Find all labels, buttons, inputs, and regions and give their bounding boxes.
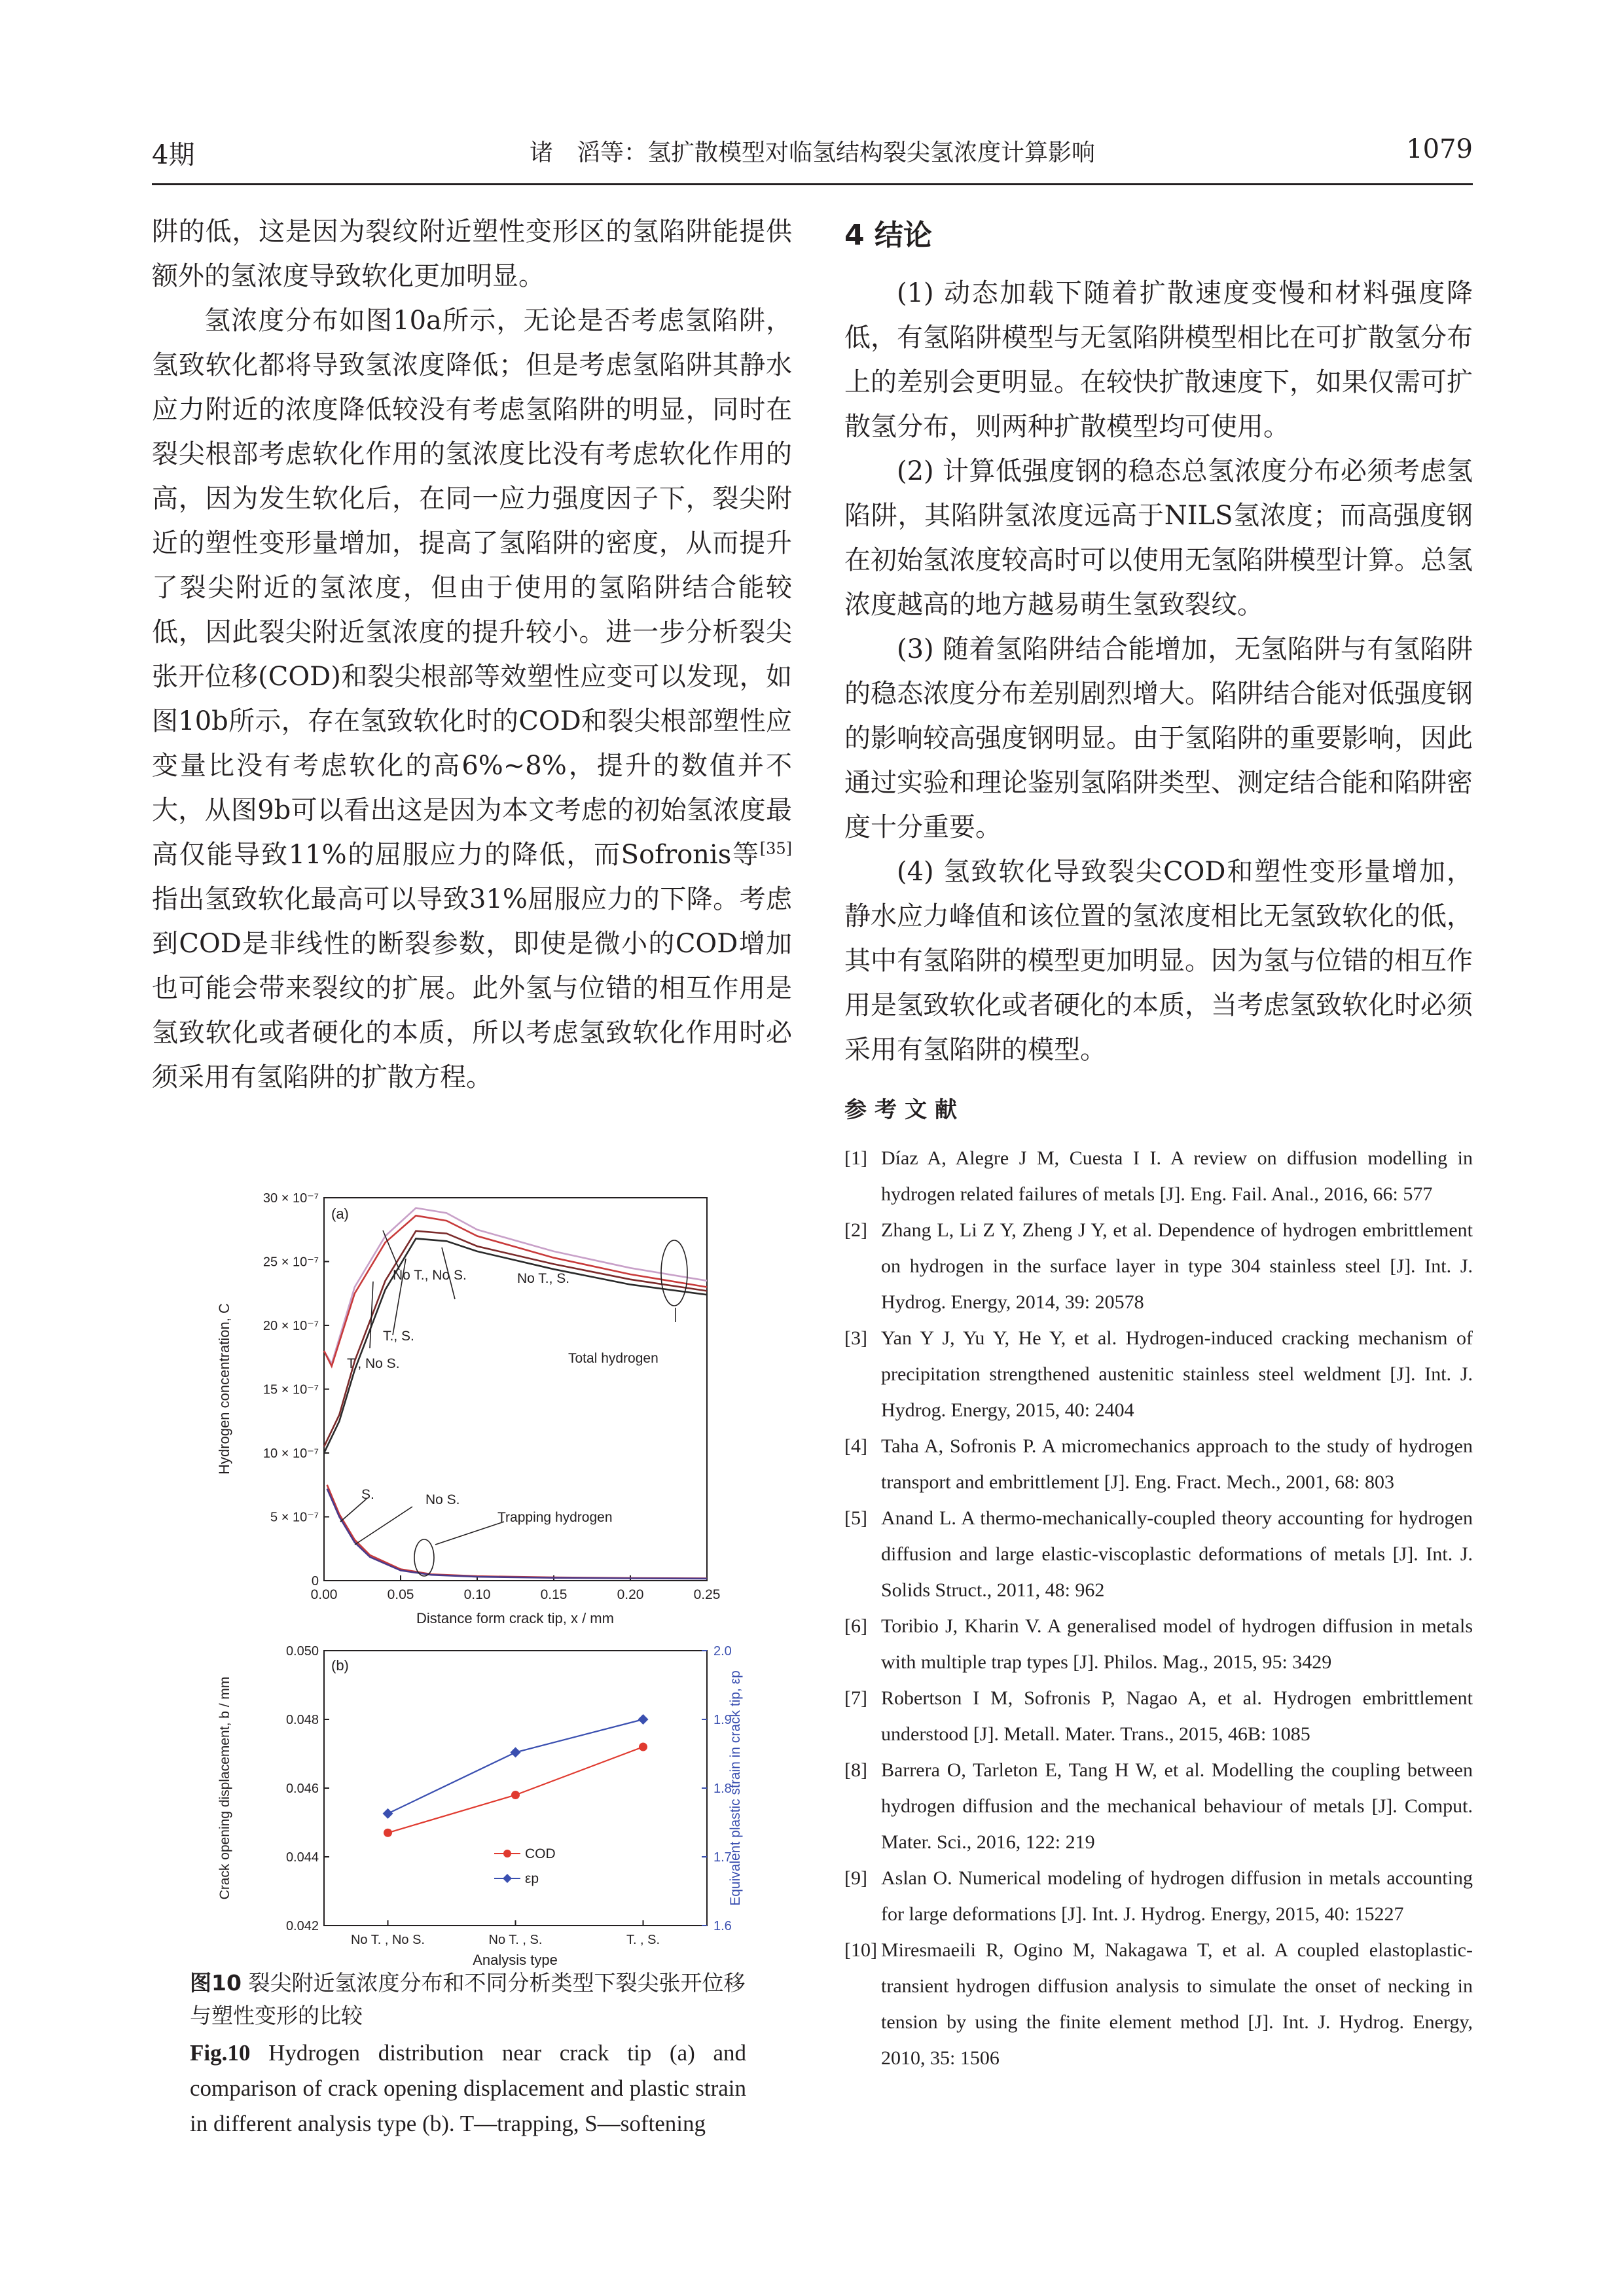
y-axis-label-b: Crack opening displacement, b / mm bbox=[217, 1676, 232, 1900]
x-tick-label: 0.15 bbox=[540, 1587, 568, 1602]
reference-item: [9] Aslan O. Numerical modeling of hydrogen diffusion in metals accounting for large deformations [J]. Int. J. Hydrog. Energy, 2015, 40: 15227 bbox=[844, 1867, 1473, 1925]
series-line-ep bbox=[388, 1719, 643, 1814]
caption-label: Fig.10 bbox=[190, 2040, 251, 2066]
reference-item: [6] Toribio J, Kharin V. A generalised model of hydrogen diffusion in metals with multiple trap types [J]. Philos. Mag., 2015, 95: 3429 bbox=[844, 1615, 1473, 1673]
caption-label: 图10 bbox=[190, 1970, 242, 1996]
y-axis-label-a: Hydrogen concentration, C bbox=[216, 1303, 232, 1475]
y-tick-label: 30 × 10⁻⁷ bbox=[262, 1191, 319, 1206]
x-tick-label: T. , S. bbox=[626, 1933, 660, 1947]
body-paragraph: 阱的低，这是因为裂纹附近塑性变形区的氢陷阱能提供额外的氢浓度导致软化更加明显。 bbox=[152, 217, 792, 291]
x-axis-label-b: Analysis type bbox=[473, 1952, 558, 1968]
x-tick-label: 0.25 bbox=[693, 1587, 721, 1602]
x-ticks-b bbox=[351, 1920, 660, 1947]
page-number: 1079 bbox=[1406, 134, 1473, 164]
y-tick-label: 20 × 10⁻⁷ bbox=[262, 1319, 319, 1333]
caption-text: 裂尖附近氢浓度分布和不同分析类型下裂尖张开位移与塑性变形的比较 bbox=[190, 1970, 746, 2028]
y-tick-label: 25 × 10⁻⁷ bbox=[262, 1255, 319, 1270]
issue-number: 4期 bbox=[152, 140, 195, 170]
y2-tick-label: 1.8 bbox=[713, 1782, 732, 1796]
reference-item: [5] Anand L. A thermo-mechanically-coupled theory accounting for hydrogen diffusion and large elastic-viscoplastic deformations of metals [J]. Int. J. Solids Struct., 2011, 48: 962 bbox=[844, 1507, 1473, 1601]
y2-ticks-b bbox=[702, 1644, 732, 1933]
annotation-label: Trapping hydrogen bbox=[497, 1510, 613, 1525]
figure-caption-cn bbox=[190, 1967, 746, 2032]
y2-tick-label: 2.0 bbox=[713, 1644, 732, 1659]
annotation-label: T., No S. bbox=[347, 1356, 400, 1371]
ellipse-mark bbox=[414, 1539, 434, 1576]
arrow-line bbox=[355, 1507, 412, 1545]
y-tick-label: 0.050 bbox=[285, 1644, 319, 1659]
conclusion-item: (3) 随着氢陷阱结合能增加，无氢陷阱与有氢陷阱的稳态浓度分布差别剧烈增大。陷阱结合能对低强度钢的影响较高强度钢明显。由于氢陷阱的重要影响，因此通过实验和理论鉴别氢陷阱类型、测定结合能和陷阱密度十分重要。 bbox=[844, 634, 1473, 842]
chart-panel-b bbox=[217, 1644, 743, 1968]
reference-item: [2] Zhang L, Li Z Y, Zheng J Y, et al. Dependence of hydrogen embrittlement on hydrogen in the surface layer in type 304 stainless steel [J]. Int. J. Hydrog. Energy, 2014, 39: 20578 bbox=[844, 1219, 1473, 1313]
legend-marker-ep bbox=[503, 1874, 512, 1883]
reference-item: [1] Díaz A, Alegre J M, Cuesta I I. A review on diffusion modelling in hydrogen related failures of metals [J]. Eng. Fail. Anal., 2016, 66: 577 bbox=[844, 1147, 1473, 1205]
chart-panel-a bbox=[216, 1191, 720, 1626]
x-tick-label: 0.00 bbox=[310, 1587, 338, 1602]
figure-caption-en bbox=[190, 2036, 746, 2142]
legend-label-ep: εp bbox=[525, 1871, 539, 1886]
reference-item: [3] Yan Y J, Yu Y, He Y, et al. Hydrogen-induced cracking mechanism of precipitation strengthened austenitic stainless steel weldment [J]. Int. J. Hydrog. Energy, 2015, 40: 2404 bbox=[844, 1327, 1473, 1421]
x-tick-label: 0.20 bbox=[617, 1587, 644, 1602]
y2-tick-label: 1.9 bbox=[713, 1713, 732, 1727]
data-point-ep bbox=[383, 1808, 393, 1819]
y2-axis-label-b: Equivalent plastic strain in crack tip, εp bbox=[728, 1670, 743, 1906]
y-tick-label: 15 × 10⁻⁷ bbox=[262, 1382, 319, 1397]
references-heading: 参考文献 bbox=[844, 1097, 965, 1123]
series-line-total-0 bbox=[324, 1208, 707, 1364]
annotation-label: No S. bbox=[425, 1492, 460, 1507]
x-tick-label: 0.05 bbox=[387, 1587, 414, 1602]
annotation-label: No T., S. bbox=[517, 1271, 570, 1286]
right-column bbox=[844, 209, 1473, 2076]
figure-10 bbox=[209, 1191, 746, 1970]
plot-frame-b bbox=[324, 1651, 707, 1926]
running-title: 诸 滔等：氢扩散模型对临氢结构裂尖氢浓度计算影响 bbox=[529, 139, 1095, 166]
left-column bbox=[152, 209, 792, 1100]
legend-label-cod: COD bbox=[525, 1846, 556, 1861]
series-line-total-2 bbox=[324, 1231, 707, 1447]
body-paragraph: 氢浓度分布如图10a所示，无论是否考虑氢陷阱，氢致软化都将导致氢浓度降低；但是考虑氢陷阱其静水应力附近的浓度降低较没有考虑氢陷阱的明显，同时在裂尖根部考虑软化作用的氢浓度比没有考虑软化作用的高，因为发生软化后，在同一应力强度因子下，裂尖附近的塑性变形量增加，提高了氢陷阱的密度，从而提升了裂尖附近的氢浓度，但由于使用的氢陷阱结合能较低，因此裂尖附近氢浓度的提升较小。进一步分析裂尖张开位移(COD)和裂尖根部等效塑性应变可以发现，如图10b所示，存在氢致软化时的COD和裂尖根部塑性应变量比没有考虑软化的高6%~8%，提升的数值并不大，从图9b可以看出这是因为本文考虑的初始氢浓度最高仅能导致11%的屈服应力的降低，而Sofronis等[35]指出氢致软化最高可以导致31%屈服应力的下降。考虑到COD是非线性的断裂参数，即使是微小的COD增加也可能会带来裂纹的扩展。此外氢与位错的相互作用是氢致软化或者硬化的本质，所以考虑氢致软化作用时必须采用有氢陷阱的扩散方程。 bbox=[152, 306, 792, 1092]
data-point-ep bbox=[511, 1747, 521, 1757]
series-line-trapping-4 bbox=[327, 1485, 707, 1579]
conclusion-item: (2) 计算低强度钢的稳态总氢浓度分布必须考虑氢陷阱，其陷阱氢浓度远高于NILS氢浓度；而高强度钢在初始氢浓度较高时可以使用无氢陷阱模型计算。总氢浓度越高的地方越易萌生氢致裂纹。 bbox=[844, 456, 1473, 620]
data-point-cod bbox=[384, 1829, 392, 1837]
series-line-trapping-5 bbox=[327, 1489, 707, 1579]
conclusion-item: (1) 动态加载下随着扩散速度变慢和材料强度降低，有氢陷阱模型与无氢陷阱模型相比在可扩散氢分布上的差别会更明显。在较快扩散速度下，如果仅需可扩散氢分布，则两种扩散模型均可使用。 bbox=[844, 278, 1473, 442]
x-tick-label: 0.10 bbox=[463, 1587, 491, 1602]
y-tick-label: 0 bbox=[311, 1574, 319, 1588]
arrow-line bbox=[435, 1522, 504, 1545]
annotation-label: T., S. bbox=[383, 1329, 414, 1344]
reference-item: [8] Barrera O, Tarleton E, Tang H W, et al. Modelling the coupling between hydrogen diffusion and the mechanical behaviour of metals [J]. Comput. Mater. Sci., 2016, 122: 219 bbox=[844, 1759, 1473, 1853]
y-ticks-b bbox=[286, 1644, 329, 1933]
reference-item: [4] Taha A, Sofronis P. A micromechanics approach to the study of hydrogen transport and embrittlement [J]. Eng. Fract. Mech., 2001, 68: 803 bbox=[844, 1435, 1473, 1493]
conclusion-item: (4) 氢致软化导致裂尖COD和塑性变形量增加，静水应力峰值和该位置的氢浓度相比无氢致软化的低，其中有氢陷阱的模型更加明显。因为氢与位错的相互作用是氢致软化或者硬化的本质，当考虑氢致软化时必须采用有氢陷阱的模型。 bbox=[844, 857, 1473, 1065]
panel-label-b: (b) bbox=[331, 1657, 349, 1674]
y-tick-label: 0.044 bbox=[285, 1850, 319, 1865]
y-tick-label: 5 × 10⁻⁷ bbox=[270, 1510, 319, 1525]
x-tick-label: No T. , No S. bbox=[350, 1933, 425, 1947]
annotation-label: S. bbox=[361, 1487, 374, 1502]
running-header bbox=[152, 134, 1473, 180]
x-tick-label: No T. , S. bbox=[488, 1933, 543, 1947]
series-line-cod bbox=[388, 1747, 643, 1833]
y2-tick-label: 1.6 bbox=[713, 1919, 732, 1933]
x-axis-label-a: Distance form crack tip, x / mm bbox=[416, 1610, 614, 1626]
data-point-cod bbox=[511, 1791, 520, 1799]
y-ticks-a bbox=[263, 1191, 329, 1588]
header-rule bbox=[152, 183, 1473, 185]
annotation-label: No T., No S. bbox=[393, 1268, 467, 1283]
y-tick-label: 0.048 bbox=[285, 1713, 319, 1727]
data-point-ep bbox=[638, 1714, 649, 1725]
citation-ref[interactable]: [35] bbox=[759, 839, 792, 858]
series-lines-b bbox=[383, 1714, 649, 1837]
section-heading: 4 结论 bbox=[844, 219, 932, 252]
y2-tick-label: 1.7 bbox=[713, 1850, 732, 1865]
panel-label-a: (a) bbox=[331, 1206, 349, 1222]
legend-b bbox=[494, 1846, 556, 1886]
legend-marker-cod bbox=[503, 1850, 511, 1857]
y-tick-label: 0.046 bbox=[285, 1782, 319, 1796]
reference-item: [10] Miresmaeili R, Ogino M, Nakagawa T, et al. A coupled elastoplastic-transient hydrogen diffusion analysis to simulate the onset of necking in tension by using the finite element method [J]. Int. J. Hydrog. Energy, 2010, 35: 1506 bbox=[844, 1939, 1473, 2069]
data-point-cod bbox=[639, 1743, 647, 1751]
y-tick-label: 0.042 bbox=[285, 1919, 319, 1933]
reference-item: [7] Robertson I M, Sofronis P, Nagao A, et al. Hydrogen embrittlement understood [J]. Metall. Mater. Trans., 2015, 46B: 1085 bbox=[844, 1687, 1473, 1745]
reference-list bbox=[844, 1140, 1473, 2076]
y-tick-label: 10 × 10⁻⁷ bbox=[262, 1446, 319, 1461]
arrow-line bbox=[340, 1499, 367, 1522]
caption-text: Hydrogen distribution near crack tip (a) and comparison of crack opening displacement and plastic strain in different analysis type (b). T—trapping, S—softening bbox=[190, 2040, 746, 2136]
annotation-label: Total hydrogen bbox=[568, 1351, 659, 1366]
x-ticks-a bbox=[311, 1575, 721, 1602]
